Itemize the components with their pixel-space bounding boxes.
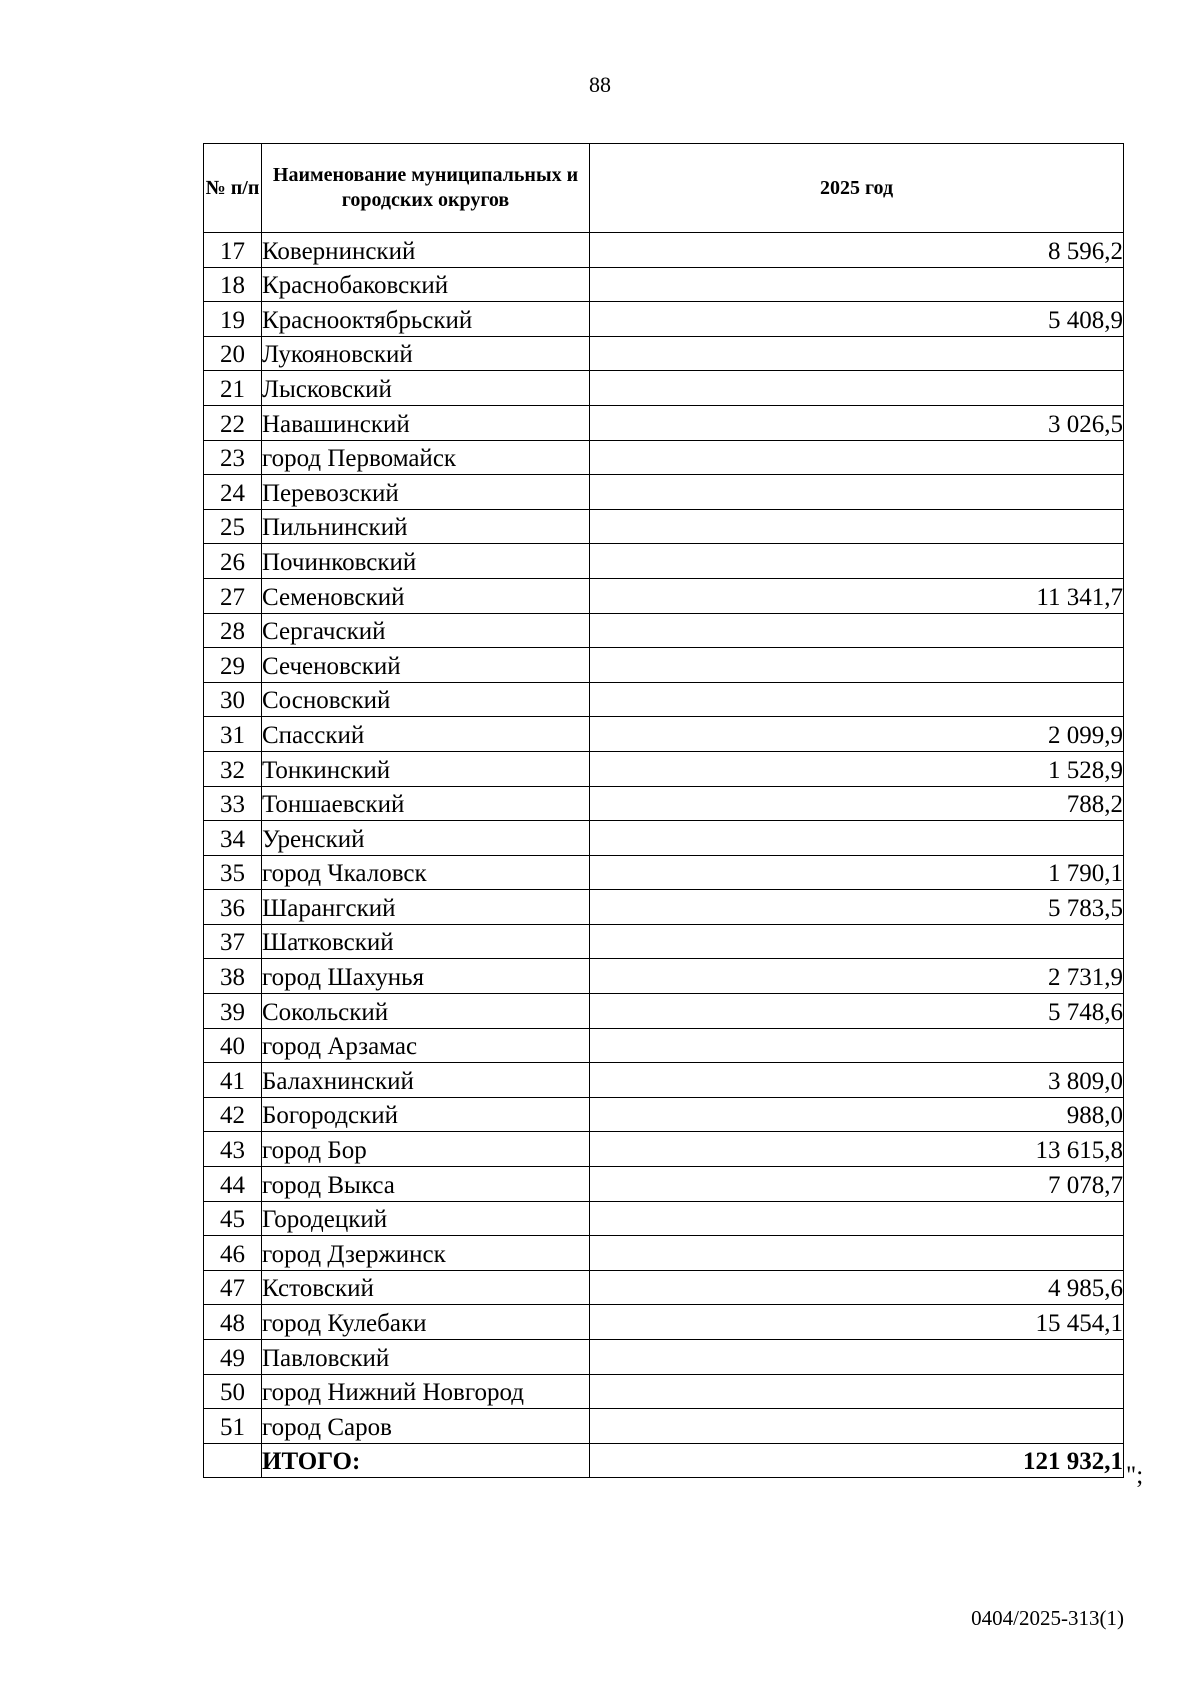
- table-row: [204, 371, 1124, 406]
- row-number: 45: [204, 1201, 262, 1236]
- row-number: 18: [204, 267, 262, 302]
- table-row: [204, 1236, 1124, 1271]
- total-num-cell: [204, 1443, 262, 1478]
- table-row: [204, 959, 1124, 994]
- document-code: 0404/2025-313(1): [971, 1606, 1124, 1630]
- row-number: 41: [204, 1063, 262, 1098]
- row-number: 37: [204, 924, 262, 959]
- row-value: [590, 682, 1124, 717]
- row-number: 31: [204, 717, 262, 752]
- row-name: Спасский: [262, 717, 590, 752]
- row-number: 26: [204, 544, 262, 579]
- row-value: 988,0: [590, 1097, 1124, 1132]
- table-row: [204, 890, 1124, 925]
- table-row: [204, 405, 1124, 440]
- row-value: 3 026,5: [590, 405, 1124, 440]
- row-value: 1 790,1: [590, 855, 1124, 890]
- row-name: город Арзамас: [262, 1028, 590, 1063]
- row-name: Перевозский: [262, 475, 590, 510]
- row-number: 35: [204, 855, 262, 890]
- row-number: 46: [204, 1236, 262, 1271]
- row-name: город Саров: [262, 1409, 590, 1444]
- row-number: 24: [204, 475, 262, 510]
- page-number: 88: [589, 72, 611, 97]
- row-value: [590, 821, 1124, 856]
- table-row: [204, 1028, 1124, 1063]
- row-value: 7 078,7: [590, 1167, 1124, 1202]
- row-number: 25: [204, 509, 262, 544]
- row-number: 28: [204, 613, 262, 648]
- row-number: 20: [204, 336, 262, 371]
- row-value: 15 454,1: [590, 1305, 1124, 1340]
- table-row: [204, 682, 1124, 717]
- row-number: 27: [204, 578, 262, 613]
- row-name: Павловский: [262, 1340, 590, 1375]
- table-row: [204, 786, 1124, 821]
- row-number: 47: [204, 1270, 262, 1305]
- table-row: [204, 613, 1124, 648]
- row-value: [590, 267, 1124, 302]
- row-name: город Шахунья: [262, 959, 590, 994]
- row-name: Семеновский: [262, 578, 590, 613]
- header-year: 2025 год: [590, 144, 1124, 233]
- row-name: Навашинский: [262, 405, 590, 440]
- table-row: [204, 1305, 1124, 1340]
- row-number: 19: [204, 302, 262, 337]
- table-row: [204, 544, 1124, 579]
- row-value: [590, 440, 1124, 475]
- table-row: [204, 440, 1124, 475]
- row-value: [590, 1340, 1124, 1375]
- row-value: [590, 924, 1124, 959]
- row-value: [590, 1201, 1124, 1236]
- row-number: 48: [204, 1305, 262, 1340]
- row-value: [590, 544, 1124, 579]
- row-value: [590, 1236, 1124, 1271]
- row-value: [590, 1374, 1124, 1409]
- total-value: 121 932,1: [590, 1443, 1124, 1478]
- row-name: Балахнинский: [262, 1063, 590, 1098]
- row-value: 4 985,6: [590, 1270, 1124, 1305]
- row-number: 50: [204, 1374, 262, 1409]
- table-row: [204, 648, 1124, 683]
- row-name: Лысковский: [262, 371, 590, 406]
- table-row: [204, 1063, 1124, 1098]
- row-number: 49: [204, 1340, 262, 1375]
- row-number: 39: [204, 994, 262, 1029]
- header-name: Наименование муниципальных и городских округов: [262, 144, 590, 233]
- row-value: 1 528,9: [590, 751, 1124, 786]
- row-value: 5 783,5: [590, 890, 1124, 925]
- row-value: 2 099,9: [590, 717, 1124, 752]
- table-row: [204, 821, 1124, 856]
- total-row: [204, 1443, 1124, 1478]
- row-name: город Первомайск: [262, 440, 590, 475]
- row-name: город Чкаловск: [262, 855, 590, 890]
- row-number: 21: [204, 371, 262, 406]
- header-number: № п/п: [204, 144, 262, 233]
- table-row: [204, 509, 1124, 544]
- row-name: Сергачский: [262, 613, 590, 648]
- row-number: 44: [204, 1167, 262, 1202]
- row-value: 788,2: [590, 786, 1124, 821]
- row-value: [590, 613, 1124, 648]
- row-name: Сеченовский: [262, 648, 590, 683]
- row-value: 2 731,9: [590, 959, 1124, 994]
- row-name: Шатковский: [262, 924, 590, 959]
- row-value: [590, 371, 1124, 406]
- row-name: Тонкинский: [262, 751, 590, 786]
- budget-table: [203, 143, 1124, 1478]
- row-name: город Дзержинск: [262, 1236, 590, 1271]
- table-row: [204, 233, 1124, 268]
- row-number: 38: [204, 959, 262, 994]
- table-row: [204, 855, 1124, 890]
- row-number: 23: [204, 440, 262, 475]
- row-name: Сокольский: [262, 994, 590, 1029]
- row-name: Кстовский: [262, 1270, 590, 1305]
- row-number: 17: [204, 233, 262, 268]
- row-name: Лукояновский: [262, 336, 590, 371]
- table-row: [204, 267, 1124, 302]
- row-name: город Бор: [262, 1132, 590, 1167]
- row-number: 29: [204, 648, 262, 683]
- row-value: [590, 1409, 1124, 1444]
- table-row: [204, 994, 1124, 1029]
- row-number: 40: [204, 1028, 262, 1063]
- table-body: [204, 233, 1124, 1444]
- row-name: Тоншаевский: [262, 786, 590, 821]
- table-row: [204, 1097, 1124, 1132]
- total-suffix: ";: [1126, 1462, 1144, 1489]
- table-row: [204, 751, 1124, 786]
- table-row: [204, 336, 1124, 371]
- row-number: 22: [204, 405, 262, 440]
- row-number: 34: [204, 821, 262, 856]
- row-value: 5 748,6: [590, 994, 1124, 1029]
- row-value: 8 596,2: [590, 233, 1124, 268]
- table-row: [204, 1167, 1124, 1202]
- row-value: 13 615,8: [590, 1132, 1124, 1167]
- row-value: 11 341,7: [590, 578, 1124, 613]
- row-name: город Выкса: [262, 1167, 590, 1202]
- row-number: 33: [204, 786, 262, 821]
- row-name: Пильнинский: [262, 509, 590, 544]
- table-row: [204, 717, 1124, 752]
- total-label: ИТОГО:: [262, 1443, 590, 1478]
- row-value: [590, 648, 1124, 683]
- row-name: Починковский: [262, 544, 590, 579]
- row-number: 51: [204, 1409, 262, 1444]
- table-row: [204, 1409, 1124, 1444]
- row-number: 30: [204, 682, 262, 717]
- row-value: 3 809,0: [590, 1063, 1124, 1098]
- row-name: Сосновский: [262, 682, 590, 717]
- row-name: город Нижний Новгород: [262, 1374, 590, 1409]
- row-value: [590, 336, 1124, 371]
- table-row: [204, 1340, 1124, 1375]
- row-value: [590, 509, 1124, 544]
- row-number: 42: [204, 1097, 262, 1132]
- table-row: [204, 1132, 1124, 1167]
- table-row: [204, 924, 1124, 959]
- row-name: Ковернинский: [262, 233, 590, 268]
- table-row: [204, 302, 1124, 337]
- row-value: [590, 1028, 1124, 1063]
- row-value: [590, 475, 1124, 510]
- row-name: Городецкий: [262, 1201, 590, 1236]
- row-name: Краснооктябрьский: [262, 302, 590, 337]
- table-row: [204, 1201, 1124, 1236]
- table-header-row: [204, 144, 1124, 233]
- table-row: [204, 578, 1124, 613]
- row-name: Уренский: [262, 821, 590, 856]
- row-name: Богородский: [262, 1097, 590, 1132]
- row-number: 43: [204, 1132, 262, 1167]
- row-name: город Кулебаки: [262, 1305, 590, 1340]
- row-name: Шарангский: [262, 890, 590, 925]
- table-row: [204, 1270, 1124, 1305]
- row-name: Краснобаковский: [262, 267, 590, 302]
- table-row: [204, 1374, 1124, 1409]
- table-row: [204, 475, 1124, 510]
- row-number: 32: [204, 751, 262, 786]
- row-value: 5 408,9: [590, 302, 1124, 337]
- row-number: 36: [204, 890, 262, 925]
